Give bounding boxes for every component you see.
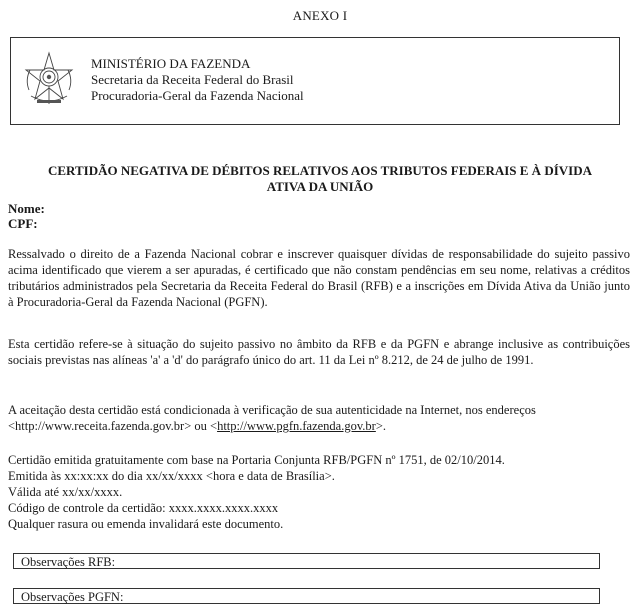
cpf-label: CPF: <box>8 216 38 231</box>
invalid-note: Qualquer rasura ou emenda invalidará este documento. <box>8 517 284 531</box>
paragraph-abrangencia: Esta certidão refere-se à situação do sujeito passivo no âmbito da RFB e da PGFN e abrange inclusive as contribuições sociais previstas nas alíneas 'a' a 'd' do parágrafo único do art. 11 da Lei nº 8.212, de 24 de julho de 1991. <box>8 337 630 367</box>
link-separator: ou < <box>191 419 218 433</box>
secretariat-name: Secretaria da Receita Federal do Brasil <box>91 72 294 87</box>
title-line-2: ATIVA DA UNIÃO <box>266 179 374 194</box>
control-code: Código de controle da certidão: xxxx.xxxx.xxxx.xxxx <box>8 501 279 515</box>
issued-basis: Certidão emitida gratuitamente com base na Portaria Conjunta RFB/PGFN nº 1751, de 02/10/2014. <box>8 453 505 467</box>
annex-heading: ANEXO I <box>292 8 348 23</box>
certificate-details <box>8 452 630 532</box>
header-box <box>10 37 620 125</box>
document-title <box>10 163 630 195</box>
observations-rfb: Observações RFB: <box>13 553 600 569</box>
paragraph-ressalvado: Ressalvado o direito de a Fazenda Nacional cobrar e inscrever quaisquer dívidas de responsabilidade do sujeito passivo acima identificado que vierem a ser apuradas, é certificado que não constam pendências em seu nome, relativas a créditos tributários administrados pela Secretaria da Receita Federal do Brasil (RFB) e a inscrições em Dívida Ativa da União junto à Procuradoria-Geral da Fazenda Nacional (PGFN). <box>8 247 630 309</box>
valid-until: Válida até xx/xx/xxxx. <box>8 485 123 499</box>
pgfn-link[interactable]: http://www.pgfn.fazenda.gov.br <box>217 419 376 433</box>
title-line-1: CERTIDÃO NEGATIVA DE DÉBITOS RELATIVOS AOS TRIBUTOS FEDERAIS E À DÍVIDA <box>48 163 592 178</box>
receita-link[interactable]: <http://www.receita.fazenda.gov.br> <box>8 419 192 433</box>
procuradoria-name: Procuradoria-Geral da Fazenda Nacional <box>91 88 304 103</box>
paragraph-autenticidade <box>8 402 630 434</box>
issued-at: Emitida às xx:xx:xx do dia xx/xx/xxxx <hora e data de Brasília>. <box>8 469 335 483</box>
brasao-republica-icon <box>21 50 77 106</box>
observations-pgfn: Observações PGFN: <box>13 588 600 604</box>
ministry-name: MINISTÉRIO DA FAZENDA <box>91 56 251 71</box>
link-closing: >. <box>375 419 387 433</box>
header-text <box>91 56 304 104</box>
name-label: Nome: <box>8 201 45 216</box>
authenticity-text: A aceitação desta certidão está condicionada à verificação de sua autenticidade na Internet, nos endereços <box>8 403 536 417</box>
